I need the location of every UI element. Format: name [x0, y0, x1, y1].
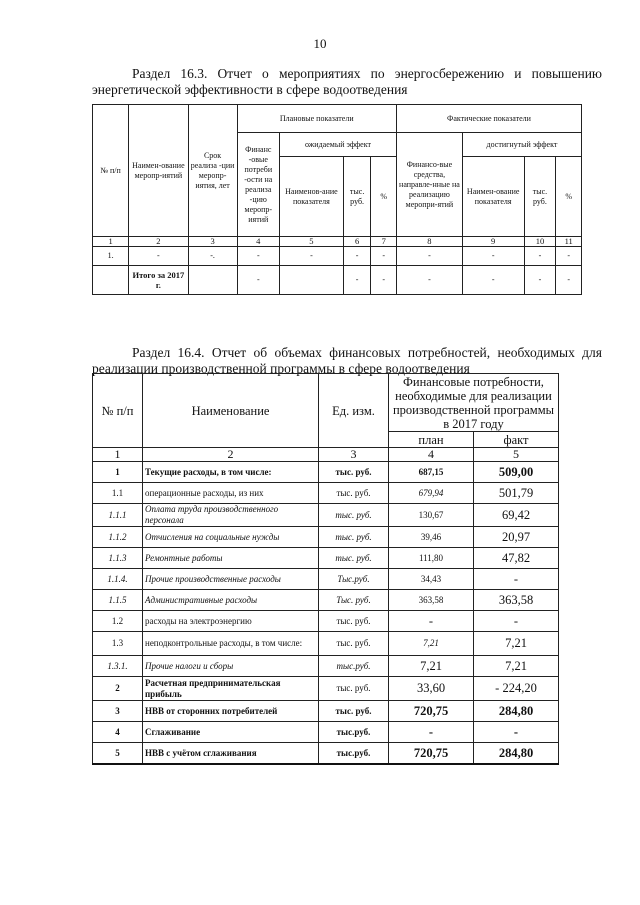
table-row	[93, 632, 559, 656]
row-plan: 130,67	[389, 504, 474, 527]
t1-colnum: 5	[280, 237, 344, 247]
t1-header-actual: Фактические показатели	[396, 105, 581, 133]
t1-header-expected-effect: ожидаемый эффект	[280, 133, 397, 157]
row-unit: Тыс. руб.	[319, 590, 389, 611]
row-num: 1.2	[93, 611, 143, 632]
row-name: НВВ от сторонних потребителей	[143, 701, 319, 722]
t1-header-exp-rub: тыс. руб.	[343, 157, 371, 237]
t1-cell: -	[396, 266, 462, 295]
table-row	[93, 569, 559, 590]
t1-colnum: 7	[371, 237, 397, 247]
row-unit: тыс. руб.	[319, 677, 389, 701]
row-fact: - 224,20	[474, 677, 559, 701]
row-num: 1.3	[93, 632, 143, 656]
table-row	[93, 527, 559, 548]
row-unit: тыс.руб.	[319, 656, 389, 677]
table-row	[93, 504, 559, 527]
t1-cell: -	[524, 247, 556, 266]
row-name: Текущие расходы, в том числе:	[143, 462, 319, 483]
row-fact: -	[474, 611, 559, 632]
t1-header-exp-name: Наименов-ание показателя	[280, 157, 344, 237]
t1-colnum: 6	[343, 237, 371, 247]
t1-colnum: 10	[524, 237, 556, 247]
row-name: операционные расходы, из них	[143, 483, 319, 504]
section-16-4-heading-line1: Раздел 16.4. Отчет об объемах финансовых потребностей, необходимых для	[132, 345, 602, 360]
page-number: 10	[313, 36, 327, 51]
row-name: Прочие производственные расходы	[143, 569, 319, 590]
t2-colnum: 5	[474, 448, 559, 462]
t1-cell: -	[524, 266, 556, 295]
row-num: 5	[93, 743, 143, 765]
t1-row-1	[93, 247, 582, 266]
t1-cell	[188, 266, 237, 295]
t1-cell	[280, 266, 344, 295]
t1-cell: -	[280, 247, 344, 266]
t1-header-exp-pct: %	[371, 157, 397, 237]
row-num: 1	[93, 462, 143, 483]
row-num: 1.1.3	[93, 548, 143, 569]
t1-header-achieved-effect: достигнутый эффект	[462, 133, 581, 157]
t1-header-planned-fin: Финанс -овые потреби -ости на реализа -цию меропр-иятий	[237, 133, 280, 237]
t1-cell: -	[129, 247, 189, 266]
t1-header-name: Наимен-ование меропр-иятий	[129, 105, 189, 237]
t1-cell: -	[462, 247, 524, 266]
t1-cell: -	[237, 266, 280, 295]
t1-cell: -	[343, 247, 371, 266]
row-unit: тыс. руб.	[319, 527, 389, 548]
row-num: 1.1.1	[93, 504, 143, 527]
row-name: Расчетная предпринимательская прибыль	[143, 677, 319, 701]
t1-colnum: 2	[129, 237, 189, 247]
table-row	[93, 722, 559, 743]
row-fact: 284,80	[474, 701, 559, 722]
t1-header-planned: Плановые показатели	[237, 105, 396, 133]
row-name: Оплата труда производственного персонала	[143, 504, 319, 527]
t1-cell: -	[556, 247, 582, 266]
t1-colnum: 4	[237, 237, 280, 247]
row-name: Ремонтные работы	[143, 548, 319, 569]
row-fact: 284,80	[474, 743, 559, 765]
t1-cell: -.	[188, 247, 237, 266]
t1-cell	[93, 266, 129, 295]
row-plan: 33,60	[389, 677, 474, 701]
row-unit: тыс. руб.	[319, 483, 389, 504]
row-fact: 47,82	[474, 548, 559, 569]
row-num: 1.1.2	[93, 527, 143, 548]
t1-header-term: Срок реализа -ции меропр-иятия, лет	[188, 105, 237, 237]
row-fact: -	[474, 569, 559, 590]
t2-header-fin: Финансовые потребности, необходимые для реализации производственной программы в 2017 году	[389, 374, 559, 432]
section-16-3-heading-line1: Раздел 16.3. Отчет о мероприятиях по энергосбережению и повышению	[132, 66, 602, 81]
row-name: расходы на электроэнергию	[143, 611, 319, 632]
row-plan: 679,94	[389, 483, 474, 504]
t1-header-ach-rub: тыс. руб.	[524, 157, 556, 237]
row-plan: 39,46	[389, 527, 474, 548]
row-plan: 720,75	[389, 743, 474, 765]
t1-colnum: 9	[462, 237, 524, 247]
row-fact: 7,21	[474, 632, 559, 656]
t1-total-row	[93, 266, 582, 295]
row-name: НВВ с учётом сглаживания	[143, 743, 319, 765]
row-fact: 363,58	[474, 590, 559, 611]
row-plan: 363,58	[389, 590, 474, 611]
t1-colnum: 8	[396, 237, 462, 247]
row-fact: -	[474, 722, 559, 743]
t2-colnum: 1	[93, 448, 143, 462]
t1-total-label: Итого за 2017 г.	[129, 266, 189, 295]
row-fact: 509,00	[474, 462, 559, 483]
row-num: 1.3.1.	[93, 656, 143, 677]
row-num: 1.1.5	[93, 590, 143, 611]
t1-colnum: 3	[188, 237, 237, 247]
t1-cell: -	[462, 266, 524, 295]
t2-header-name: Наименование	[143, 374, 319, 448]
row-unit: тыс.руб.	[319, 743, 389, 765]
t2-header-unit: Ед. изм.	[319, 374, 389, 448]
table-row	[93, 548, 559, 569]
row-name: Сглаживание	[143, 722, 319, 743]
t2-column-numbers	[93, 448, 559, 462]
t1-cell: -	[371, 266, 397, 295]
row-name: Отчисления на социальные нужды	[143, 527, 319, 548]
t1-column-numbers	[93, 237, 582, 247]
t2-header-fact: факт	[474, 432, 559, 448]
t2-header-plan: план	[389, 432, 474, 448]
t1-cell: -	[343, 266, 371, 295]
row-num: 1.1	[93, 483, 143, 504]
t1-cell: -	[396, 247, 462, 266]
row-unit: тыс. руб.	[319, 632, 389, 656]
table-row	[93, 611, 559, 632]
row-plan: 34,43	[389, 569, 474, 590]
section-16-3-heading-line2: энергетической эффективности в сфере водоотведения	[92, 82, 408, 97]
energy-saving-table	[92, 104, 582, 295]
row-name: Прочие налоги и сборы	[143, 656, 319, 677]
table-row	[93, 590, 559, 611]
table-row	[93, 743, 559, 765]
t2-colnum: 2	[143, 448, 319, 462]
row-plan: -	[389, 611, 474, 632]
row-plan: 720,75	[389, 701, 474, 722]
row-num: 4	[93, 722, 143, 743]
t1-colnum: 11	[556, 237, 582, 247]
table-row	[93, 677, 559, 701]
t1-cell: -	[371, 247, 397, 266]
row-unit: Тыс.руб.	[319, 569, 389, 590]
t1-cell: -	[556, 266, 582, 295]
t1-cell: 1.	[93, 247, 129, 266]
table-row	[93, 656, 559, 677]
row-fact: 20,97	[474, 527, 559, 548]
financial-needs-table	[92, 373, 559, 765]
row-fact: 69,42	[474, 504, 559, 527]
t1-header-ach-pct: %	[556, 157, 582, 237]
t2-colnum: 4	[389, 448, 474, 462]
row-plan: 687,15	[389, 462, 474, 483]
row-name: Административные расходы	[143, 590, 319, 611]
row-unit: тыс. руб.	[319, 701, 389, 722]
row-plan: 111,80	[389, 548, 474, 569]
t1-header-actual-fin: Финансо-вые средства, направле-нные на реализацию меропри-ятий	[396, 133, 462, 237]
row-unit: тыс.руб.	[319, 722, 389, 743]
row-num: 1.1.4.	[93, 569, 143, 590]
row-plan: 7,21	[389, 632, 474, 656]
row-unit: тыс. руб.	[319, 462, 389, 483]
row-plan: 7,21	[389, 656, 474, 677]
row-plan: -	[389, 722, 474, 743]
row-name: неподконтрольные расходы, в том числе:	[143, 632, 319, 656]
t2-header-num: № п/п	[93, 374, 143, 448]
t2-colnum: 3	[319, 448, 389, 462]
section-16-3-heading	[92, 66, 602, 98]
section-16-4-heading-line2: реализации производственной программы в сфере водоотведения	[92, 361, 470, 376]
table-row	[93, 462, 559, 483]
row-fact: 7,21	[474, 656, 559, 677]
table-row	[93, 483, 559, 504]
t1-header-num: № п/п	[93, 105, 129, 237]
t1-colnum: 1	[93, 237, 129, 247]
row-num: 2	[93, 677, 143, 701]
row-num: 3	[93, 701, 143, 722]
row-unit: тыс. руб.	[319, 504, 389, 527]
row-unit: тыс. руб.	[319, 548, 389, 569]
row-fact: 501,79	[474, 483, 559, 504]
row-unit: тыс. руб.	[319, 611, 389, 632]
t1-header-ach-name: Наимен-ование показателя	[462, 157, 524, 237]
t1-cell: -	[237, 247, 280, 266]
table-row	[93, 701, 559, 722]
